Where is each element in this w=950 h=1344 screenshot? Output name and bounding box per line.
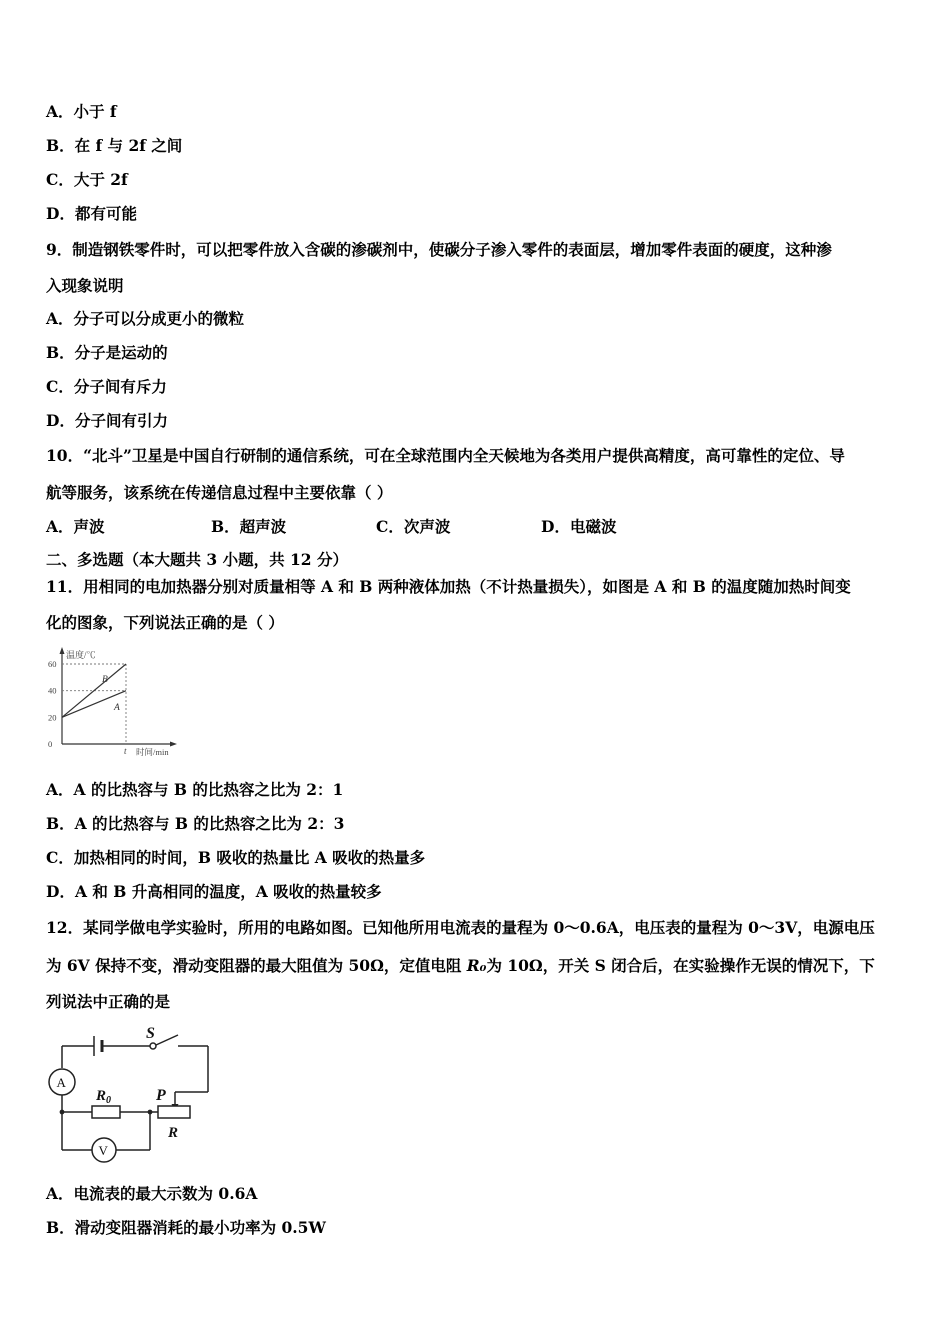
y-tick-20: 20 — [48, 712, 57, 723]
q12-option-a: A．电流表的最大示数为 0.6A — [46, 1184, 258, 1203]
rheostat-label: R — [168, 1125, 179, 1141]
rheostat-r — [158, 1106, 190, 1118]
q9-stem-line2: 入现象说明 — [46, 276, 124, 295]
junction-right — [148, 1110, 153, 1115]
q11-option-a: A．A 的比热容与 B 的比热容之比为 2：1 — [46, 780, 344, 799]
x-axis-label: 时间/min — [136, 747, 169, 757]
slider-label: P — [156, 1087, 166, 1104]
y-tick-0: 0 — [48, 739, 53, 749]
section-title-multiple-choice: 二、多选题（本大题共 3 小题，共 12 分） — [46, 550, 348, 569]
q9-option-c: C．分子间有斥力 — [46, 377, 167, 396]
q10-stem-line1: 10．“北斗”卫星是中国自行研制的通信系统，可在全球范围内全天候地为各类用户提供高精度，高可靠性的定位、导 — [46, 446, 845, 465]
q10-option-d: D．电磁波 — [541, 517, 617, 536]
circuit-diagram — [40, 1020, 220, 1170]
y-axis-arrow — [60, 647, 65, 654]
switch-blade — [156, 1035, 178, 1045]
resistor-r0 — [92, 1106, 120, 1118]
y-tick-40: 40 — [48, 685, 57, 696]
temperature-time-graph — [44, 644, 184, 762]
q8-option-d: D．都有可能 — [46, 204, 137, 223]
q11-stem-line2: 化的图象，下列说法正确的是（ ） — [46, 613, 284, 632]
q8-option-b: B．在 f 与 2f 之间 — [46, 136, 183, 155]
q11-option-d: D．A 和 B 升高相同的温度，A 吸收的热量较多 — [46, 882, 382, 901]
q10-option-a: A．声波 — [46, 517, 105, 536]
q10-option-b: B．超声波 — [211, 517, 287, 536]
junction-left — [60, 1110, 65, 1115]
q9-option-a: A．分子可以分成更小的微粒 — [46, 309, 245, 328]
x-axis-arrow — [170, 742, 177, 747]
y-tick-60: 60 — [48, 659, 57, 669]
switch-label: S — [146, 1025, 155, 1042]
series-label-a: A — [114, 703, 120, 713]
x-tick-t: t — [124, 746, 127, 756]
q8-option-a: A．小于 f — [46, 102, 117, 121]
q11-stem-line1: 11．用相同的电加热器分别对质量相等 A 和 B 两种液体加热（不计热量损失），如图是 A 和 B 的温度随加热时间变 — [46, 577, 851, 596]
q10-option-c: C．次声波 — [376, 517, 451, 536]
voltmeter-label: V — [98, 1143, 108, 1158]
q12-option-b: B．滑动变阻器消耗的最小功率为 0.5W — [46, 1218, 326, 1237]
q9-option-d: D．分子间有引力 — [46, 411, 168, 430]
q11-option-b: B．A 的比热容与 B 的比热容之比为 2：3 — [46, 814, 345, 833]
q12-r0-symbol: R₀ — [466, 956, 487, 975]
series-label-b: B — [102, 675, 108, 685]
r0-label: $R_0$ — [96, 1088, 112, 1106]
q12-stem-line2-part2: 为 10Ω，开关 S 闭合后，在实验操作无误的情况下，下 — [486, 956, 875, 975]
q10-stem-line2: 航等服务，该系统在传递信息过程中主要依靠（ ） — [46, 483, 393, 502]
q12-stem-line3: 列说法中正确的是 — [46, 992, 171, 1011]
switch-pivot — [150, 1043, 156, 1049]
q12-stem-line1: 12．某同学做电学实验时，所用的电路如图。已知他所用电流表的量程为 0～0.6A，电压表的量程为 0～3V，电源电压 — [46, 918, 875, 937]
y-axis-label: 温度/℃ — [66, 650, 96, 660]
ammeter-label: A — [56, 1075, 66, 1090]
q12-stem-line2 — [46, 956, 875, 976]
q8-option-c: C．大于 2f — [46, 170, 128, 189]
q9-option-b: B．分子是运动的 — [46, 343, 168, 362]
q9-stem-line1: 9．制造钢铁零件时，可以把零件放入含碳的渗碳剂中，使碳分子渗入零件的表面层，增加零件表面的硬度，这种渗 — [46, 240, 832, 259]
q12-stem-line2-part1: 为 6V 保持不变，滑动变阻器的最大阻值为 50Ω，定值电阻 — [46, 956, 467, 975]
y-ticks — [48, 659, 57, 749]
q11-option-c: C．加热相同的时间，B 吸收的热量比 A 吸收的热量多 — [46, 848, 426, 867]
